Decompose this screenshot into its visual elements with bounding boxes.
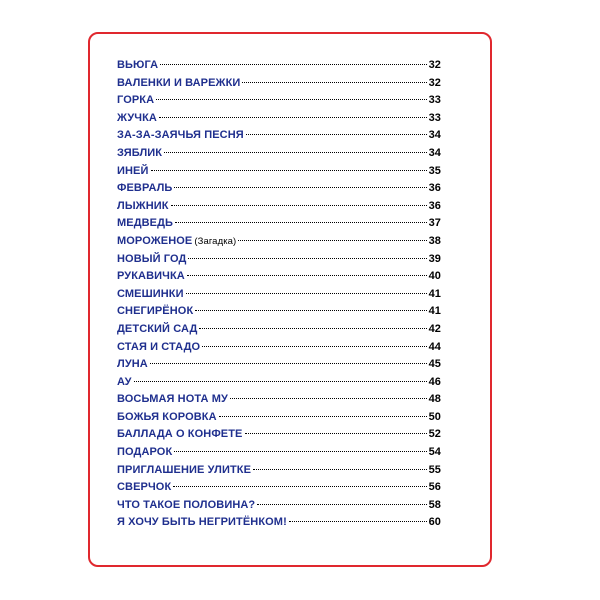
dot-leader [195,310,426,311]
toc-entry [117,147,441,165]
toc-entry-page-number: 52 [428,428,441,441]
toc-entry [117,446,441,464]
dot-leader [187,275,427,276]
dot-leader [238,240,426,241]
dot-leader [150,363,427,364]
toc-entry-title: БОЖЬЯ КОРОВКА [117,410,217,423]
toc-entry [117,464,441,482]
toc-entry-title: ДЕТСКИЙ САД [117,322,198,335]
toc-entry-page-number: 33 [428,94,441,107]
toc-entry-page-number: 58 [428,498,441,511]
dot-leader [134,381,427,382]
toc-entry-page-number: 32 [428,76,441,89]
toc-entry [117,481,441,499]
dot-leader [246,134,427,135]
toc-entry [117,341,441,359]
toc-entry-page-number: 56 [428,481,441,494]
toc-entry [117,200,441,218]
dot-leader [164,152,426,153]
toc-entry-title: РУКАВИЧКА [117,270,185,283]
toc-entry [117,305,441,323]
toc-entry-page-number: 54 [428,446,441,459]
toc-entry-page-number: 46 [428,375,441,388]
toc-entry [117,393,441,411]
toc-entry [117,516,441,534]
toc-entry-title: ЛЫЖНИК [117,199,169,212]
toc-entry-title: ФЕВРАЛЬ [117,182,173,195]
toc-entry-title: ИНЕЙ [117,164,149,177]
toc-entry-title: ЗА-ЗА-ЗАЯЧЬЯ ПЕСНЯ [117,129,244,142]
dot-leader [257,504,426,505]
toc-entry [117,499,441,517]
toc-entry [117,235,441,253]
toc-entry-title: НОВЫЙ ГОД [117,252,187,265]
toc-entry-title: СМЕШИНКИ [117,287,184,300]
toc-entry-title: ВЬЮГА [117,59,159,71]
toc-entry [117,94,441,112]
dot-leader [175,222,427,223]
toc-entry-title: ВОСЬМАЯ НОТА МУ [117,393,228,406]
toc-entry [117,376,441,394]
table-of-contents [117,59,441,534]
toc-entry-page-number: 34 [428,129,441,142]
dot-leader [174,187,426,188]
toc-entry-page-number: 40 [428,270,441,283]
dot-leader [199,328,426,329]
toc-entry-page-number: 34 [428,146,441,159]
toc-entry [117,129,441,147]
toc-entry-page-number: 60 [428,516,441,529]
toc-entry-page-number: 36 [428,182,441,195]
toc-entry-title: МОРОЖЕНОЕ [117,234,193,247]
dot-leader [151,170,427,171]
dot-leader [186,293,427,294]
toc-entry-title: СТАЯ И СТАДО [117,340,201,353]
toc-entry [117,182,441,200]
toc-entry-page-number: 55 [428,463,441,476]
toc-entry-title: ГОРКА [117,94,155,107]
dot-leader [242,82,426,83]
toc-entry-title: Я ХОЧУ БЫТЬ НЕГРИТЁНКОМ! [117,516,287,529]
toc-entry [117,77,441,95]
dot-leader [219,416,427,417]
toc-entry-title: ПРИГЛАШЕНИЕ УЛИТКЕ [117,463,252,476]
toc-entry-title: СВЕРЧОК [117,481,172,494]
toc-entry [117,270,441,288]
dot-leader [156,99,426,100]
toc-entry-page-number: 35 [428,164,441,177]
toc-entry [117,112,441,130]
toc-entry [117,165,441,183]
toc-entry-title: ЧТО ТАКОЕ ПОЛОВИНА? [117,498,256,511]
toc-entry-page-number: 42 [428,322,441,335]
toc-entry-title: АУ [117,375,132,388]
toc-entry-page-number: 41 [428,287,441,300]
toc-entry-page-number: 41 [428,305,441,318]
toc-entry-page-number: 38 [428,234,441,247]
dot-leader [230,398,427,399]
dot-leader [160,64,426,65]
toc-entry-page-number: 44 [428,340,441,353]
dot-leader [159,117,427,118]
toc-entry-page-number: 36 [428,199,441,212]
dot-leader [171,205,427,206]
toc-entry-page-number: 33 [428,111,441,124]
toc-entry-title: БАЛЛАДА О КОНФЕТЕ [117,428,243,441]
dot-leader [202,346,426,347]
toc-entry-title: ВАЛЕНКИ И ВАРЕЖКИ [117,76,241,89]
toc-entry [117,428,441,446]
toc-entry-page-number: 32 [428,59,441,71]
toc-entry-title: ЗЯБЛИК [117,146,163,159]
dot-leader [173,486,426,487]
toc-entry-page-number: 37 [428,217,441,230]
toc-entry-note: (Загадка) [194,235,237,247]
toc-entry-title: ПОДАРОК [117,446,173,459]
dot-leader [245,433,427,434]
toc-entry [117,59,441,77]
dot-leader [253,469,427,470]
toc-entry-page-number: 50 [428,410,441,423]
dot-leader [174,451,426,452]
toc-entry-title: ЛУНА [117,358,148,371]
toc-entry-page-number: 48 [428,393,441,406]
toc-entry-title: ЖУЧКА [117,111,157,124]
toc-entry-title: МЕДВЕДЬ [117,217,174,230]
dot-leader [188,258,426,259]
toc-entry-page-number: 39 [428,252,441,265]
toc-entry [117,288,441,306]
toc-entry [117,323,441,341]
toc-entry-page-number: 45 [428,358,441,371]
toc-entry [117,358,441,376]
toc-entry [117,253,441,271]
toc-entry-title: СНЕГИРЁНОК [117,305,194,318]
dot-leader [289,521,427,522]
toc-entry [117,411,441,429]
toc-entry [117,217,441,235]
